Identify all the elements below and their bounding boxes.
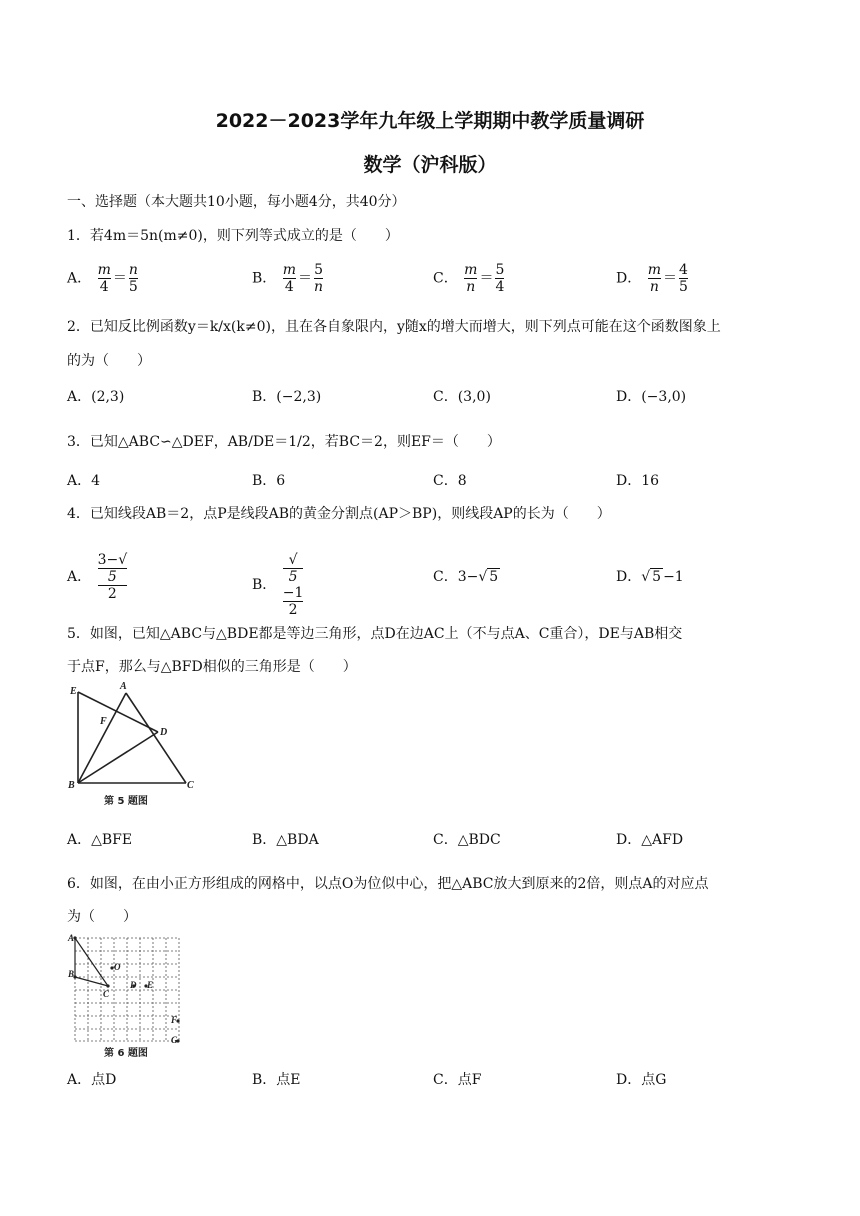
- option-c: C．(3,0): [433, 389, 491, 405]
- label-d: D: [130, 980, 137, 990]
- label-b: B: [68, 969, 75, 979]
- page-subtitle: 数学（沪科版）: [363, 154, 497, 176]
- option-b: B． √ 5 −1 2: [252, 552, 304, 618]
- edge-ac: [126, 693, 186, 783]
- label-c: C: [103, 989, 110, 999]
- label-b: B: [68, 780, 75, 791]
- label-c: C: [187, 780, 194, 791]
- label-d: D: [160, 727, 168, 738]
- option-d: D．(−3,0): [616, 389, 687, 405]
- option-a: A．(2,3): [67, 389, 125, 405]
- question-4-stem: 4．已知线段AB＝2，点P是线段AB的黄金分割点(AP＞BP)，则线段AP的长为（ ）: [67, 506, 611, 522]
- question-6-stem-line2: 为（ ）: [67, 909, 137, 925]
- option-a: A．△BFE: [67, 832, 133, 848]
- question-2-stem-line2: 的为（ ）: [67, 353, 151, 369]
- edge-bd: [78, 732, 158, 783]
- option-c: C．3−√ 5: [433, 569, 499, 585]
- option-c: C．8: [433, 473, 467, 489]
- option-a: A．点D: [67, 1072, 117, 1088]
- option-a: A．4: [67, 473, 101, 489]
- option-d: D．△AFD: [616, 832, 684, 848]
- option-d: D．点G: [616, 1072, 667, 1088]
- option-d: D．√ 5 −1: [616, 569, 684, 585]
- question-6-figure: [66, 930, 186, 1058]
- question-2-stem-line1: 2．已知反比例函数y＝k/x(k≠0)，且在各自象限内，y随x的增大而增大，则下列点可能在这个函数图象上: [67, 319, 721, 335]
- option-d: D．16: [616, 473, 660, 489]
- question-1-stem: 1．若4m＝5n(m≠0)，则下列等式成立的是（ ）: [67, 228, 399, 244]
- option-b: B． $\frac{m}{4}$ ＝ $\frac{5}{n}$: [252, 262, 324, 295]
- label-g: G: [171, 1035, 178, 1045]
- option-a: A． 3−√ 5 2: [67, 552, 128, 602]
- label-f: F: [100, 716, 107, 727]
- label-a: A: [120, 681, 127, 692]
- edge-ba: [78, 693, 126, 783]
- figure-caption: 第 6 题图: [104, 1048, 148, 1058]
- question-5-stem-line1: 5．如图，已知△ABC与△BDE都是等边三角形，点D在边AC上（不与点A、C重合），DE与AB相交: [67, 626, 683, 642]
- question-5-figure: [66, 680, 196, 810]
- page-title: 2022－2023学年九年级上学期期中教学质量调研: [215, 110, 645, 132]
- section-heading: 一、选择题（本大题共10小题，每小题4分，共40分）: [67, 194, 406, 210]
- option-a: A． $\frac{m}{4}$ ＝ $\frac{n}{5}$: [67, 262, 138, 295]
- option-d: D． $\frac{m}{n}$ ＝ $\frac{4}{5}$: [616, 262, 688, 295]
- question-6-stem-line1: 6．如图，在由小正方形组成的网格中，以点O为位似中心，把△ABC放大到原来的2倍，则点A的对应点: [67, 876, 709, 892]
- option-c: C．△BDC: [433, 832, 501, 848]
- label-o: O: [114, 962, 121, 972]
- edge-ed: [78, 692, 158, 732]
- label-a: A: [68, 933, 75, 943]
- option-c: C． $\frac{m}{n}$ ＝ $\frac{5}{4}$: [433, 262, 505, 295]
- option-b: B．点E: [252, 1072, 301, 1088]
- label-e: E: [147, 980, 154, 990]
- figure-caption: 第 5 题图: [104, 796, 148, 807]
- option-b: B．(−2,3): [252, 389, 322, 405]
- question-5-stem-line2: 于点F，那么与△BFD相似的三角形是（ ）: [67, 659, 357, 675]
- option-b: B．6: [252, 473, 286, 489]
- label-f: F: [171, 1015, 178, 1025]
- option-c: C．点F: [433, 1072, 482, 1088]
- label-e: E: [70, 686, 77, 697]
- question-3-stem: 3．已知△ABC∽△DEF，AB/DE＝1/2，若BC＝2，则EF＝（ ）: [67, 434, 501, 450]
- option-b: B．△BDA: [252, 832, 319, 848]
